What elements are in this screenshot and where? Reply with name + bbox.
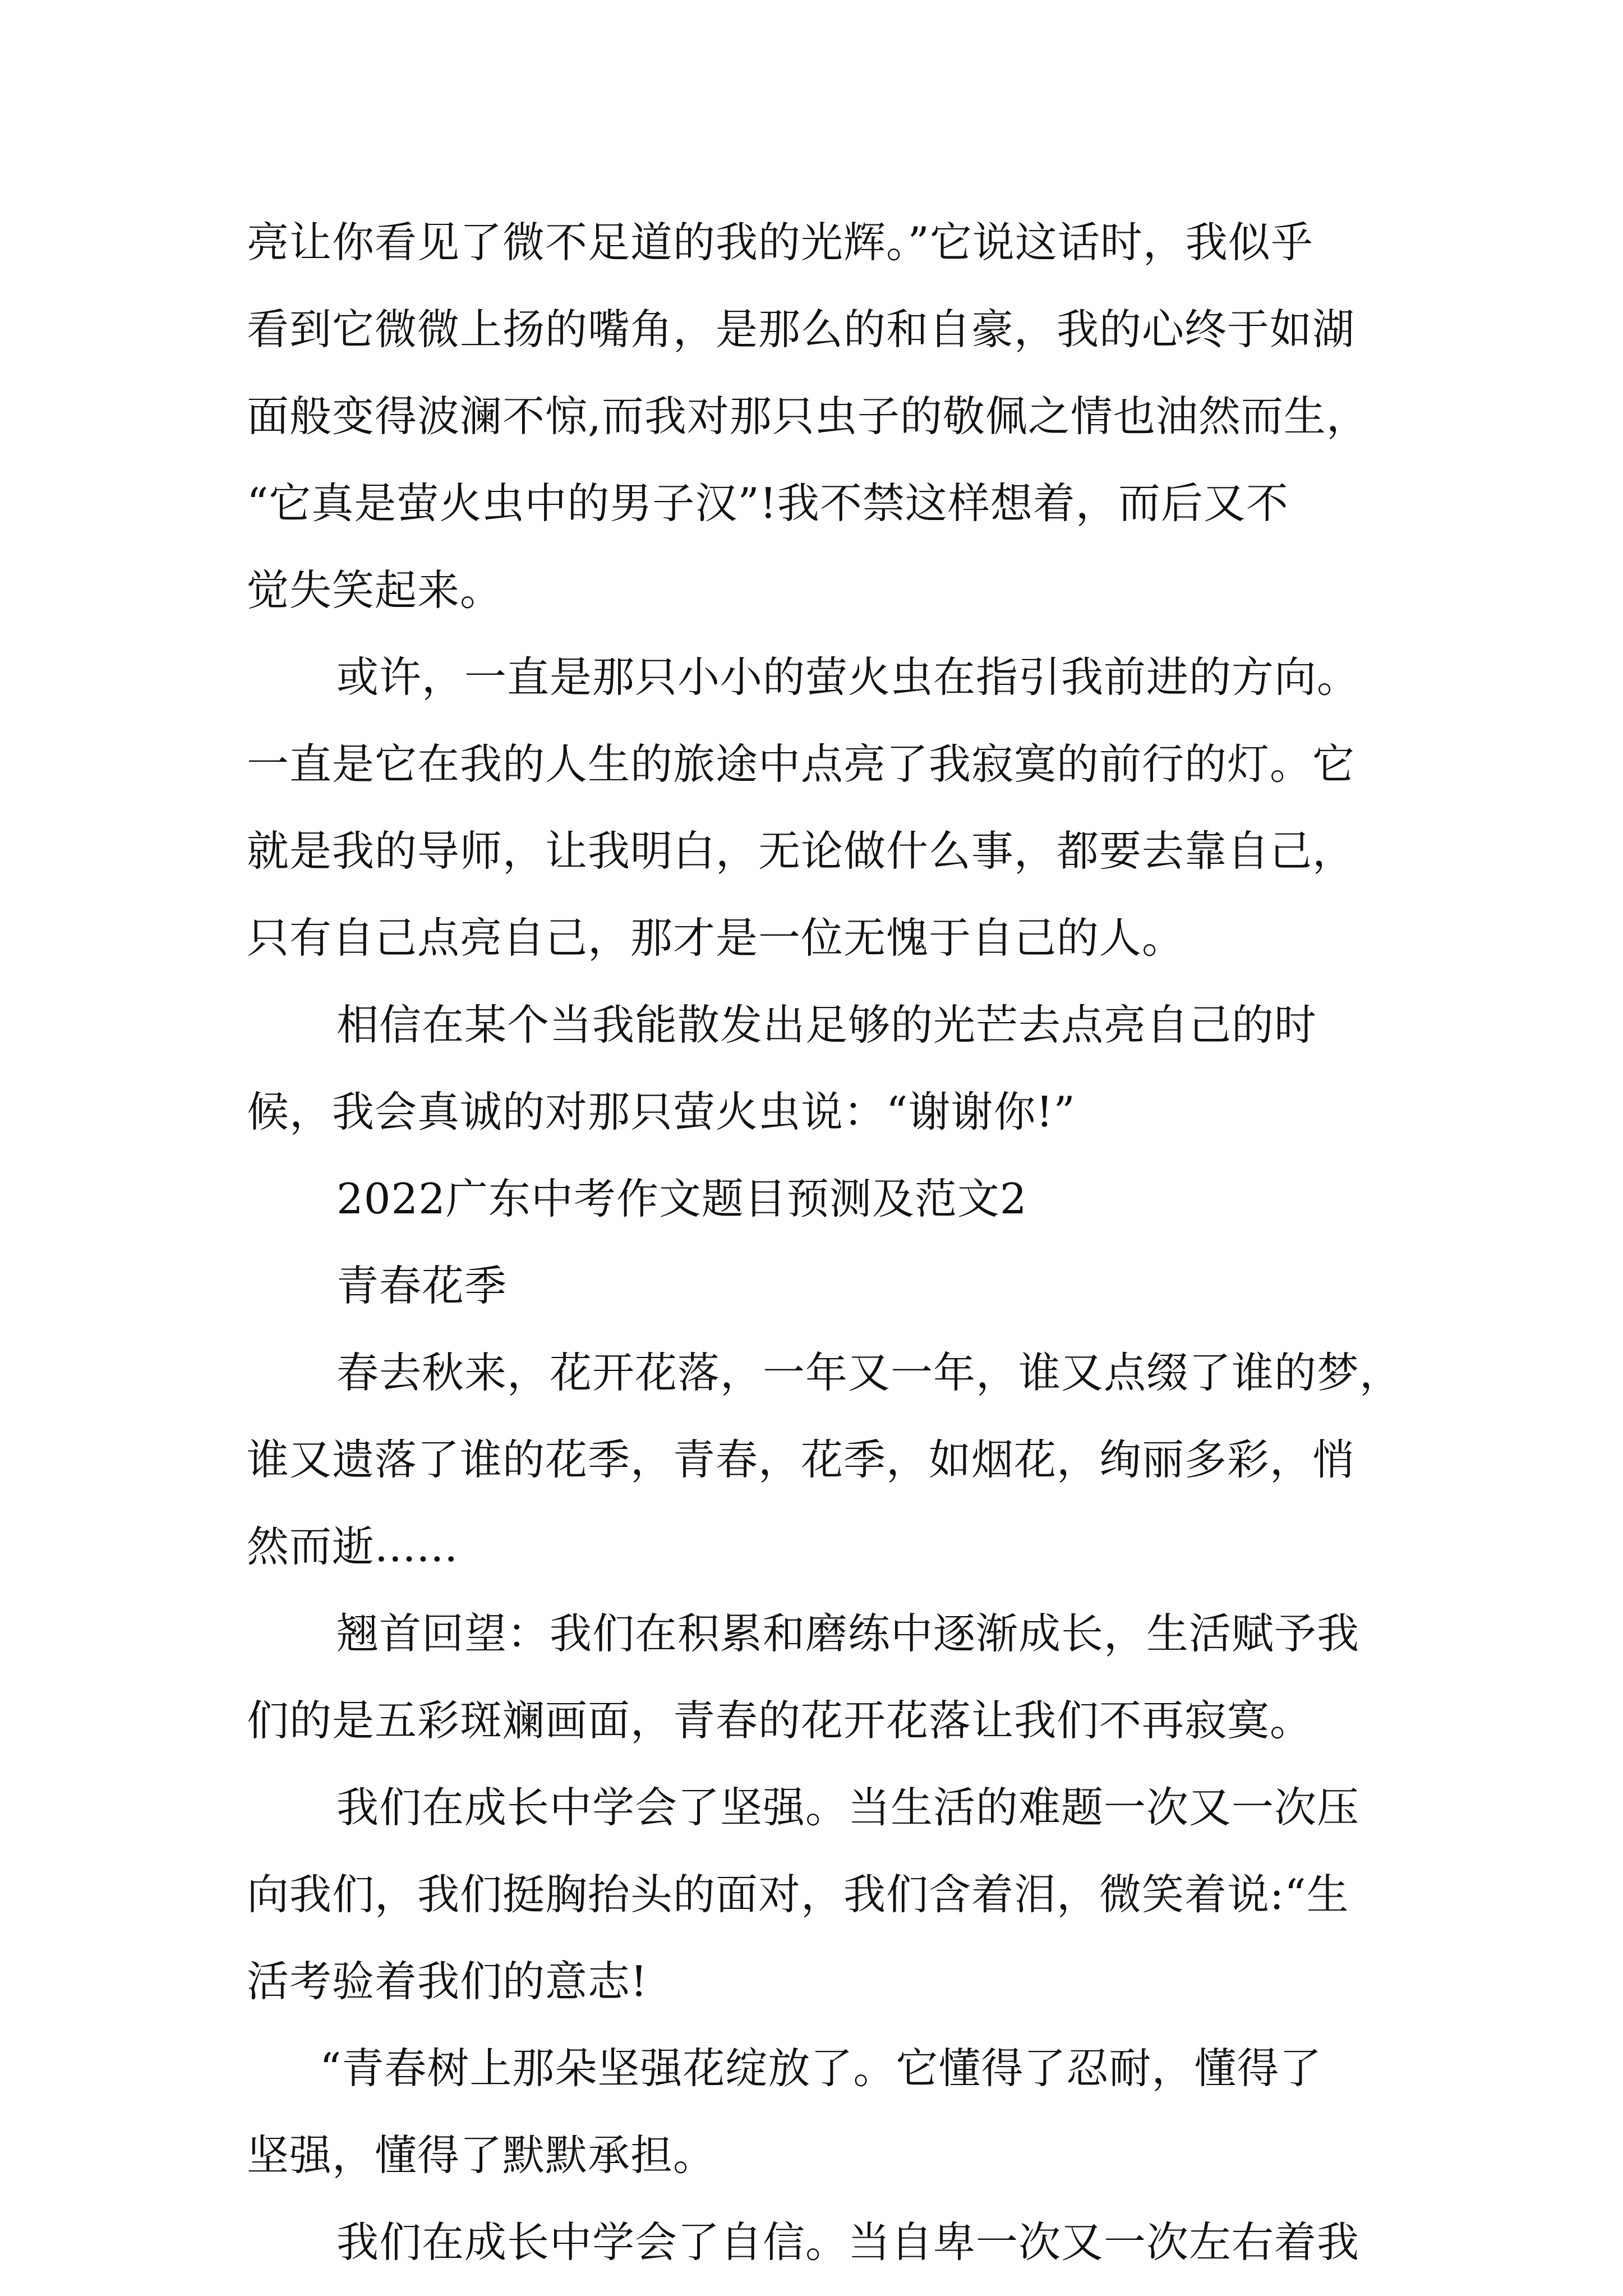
- text-line: 觉失笑起来。: [247, 565, 503, 615]
- text-line: 相信在某个当我能散发出足够的光芒去点亮自己的时: [336, 1000, 1317, 1050]
- text-line: 们的是五彩斑斓画面，青春的花开花落让我们不再寂寞。: [247, 1696, 1313, 1745]
- section-heading: 2022广东中考作文题目预测及范文2: [336, 1174, 1027, 1223]
- text-line: 看到它微微上扬的嘴角，是那么的和自豪，我的心终于如湖: [247, 305, 1355, 354]
- essay-title: 青春花季: [336, 1261, 508, 1310]
- text-line: 就是我的导师，让我明白，无论做什么事，都要去靠自己，: [247, 826, 1355, 876]
- text-line: 我们在成长中学会了坚强。当生活的难题一次又一次压: [336, 1783, 1360, 1832]
- text-line: 候，我会真诚的对那只萤火虫说：“谢谢你!”: [247, 1087, 1076, 1137]
- text-line: “青春树上那朵坚强花绽放了。它懂得了忍耐，懂得了: [320, 2044, 1322, 2093]
- text-line: 只有自己点亮自己，那才是一位无愧于自己的人。: [247, 913, 1185, 963]
- text-line: 谁又遗落了谁的花季，青春，花季，如烟花，绚丽多彩，悄: [247, 1435, 1355, 1484]
- text-line: 然而逝......: [247, 1522, 459, 1571]
- text-line: 向我们，我们挺胸抬头的面对，我们含着泪，微笑着说:“生: [247, 1870, 1349, 1919]
- text-line: 坚强，懂得了默默承担。: [247, 2131, 716, 2180]
- text-line: 面般变得波澜不惊,而我对那只虫子的敬佩之情也油然而生，: [247, 392, 1369, 441]
- text-line: 春去秋来，花开花落，一年又一年，谁又点缀了谁的梦，: [336, 1348, 1403, 1397]
- text-line: 或许，一直是那只小小的萤火虫在指引我前进的方向。: [336, 652, 1360, 702]
- text-line: “它真是萤火虫中的男子汉”!我不禁这样想着，而后又不: [247, 478, 1289, 528]
- text-line: 翘首回望：我们在积累和磨练中逐渐成长，生活赋予我: [336, 1609, 1360, 1658]
- text-line: 一直是它在我的人生的旅途中点亮了我寂寞的前行的灯。它: [247, 739, 1355, 789]
- text-line: 我们在成长中学会了自信。当自卑一次又一次左右着我: [336, 2217, 1360, 2267]
- text-line: 活考验着我们的意志!: [247, 1957, 648, 2006]
- text-line: 亮让你看见了微不足道的我的光辉。”它说这话时，我似乎: [247, 218, 1313, 267]
